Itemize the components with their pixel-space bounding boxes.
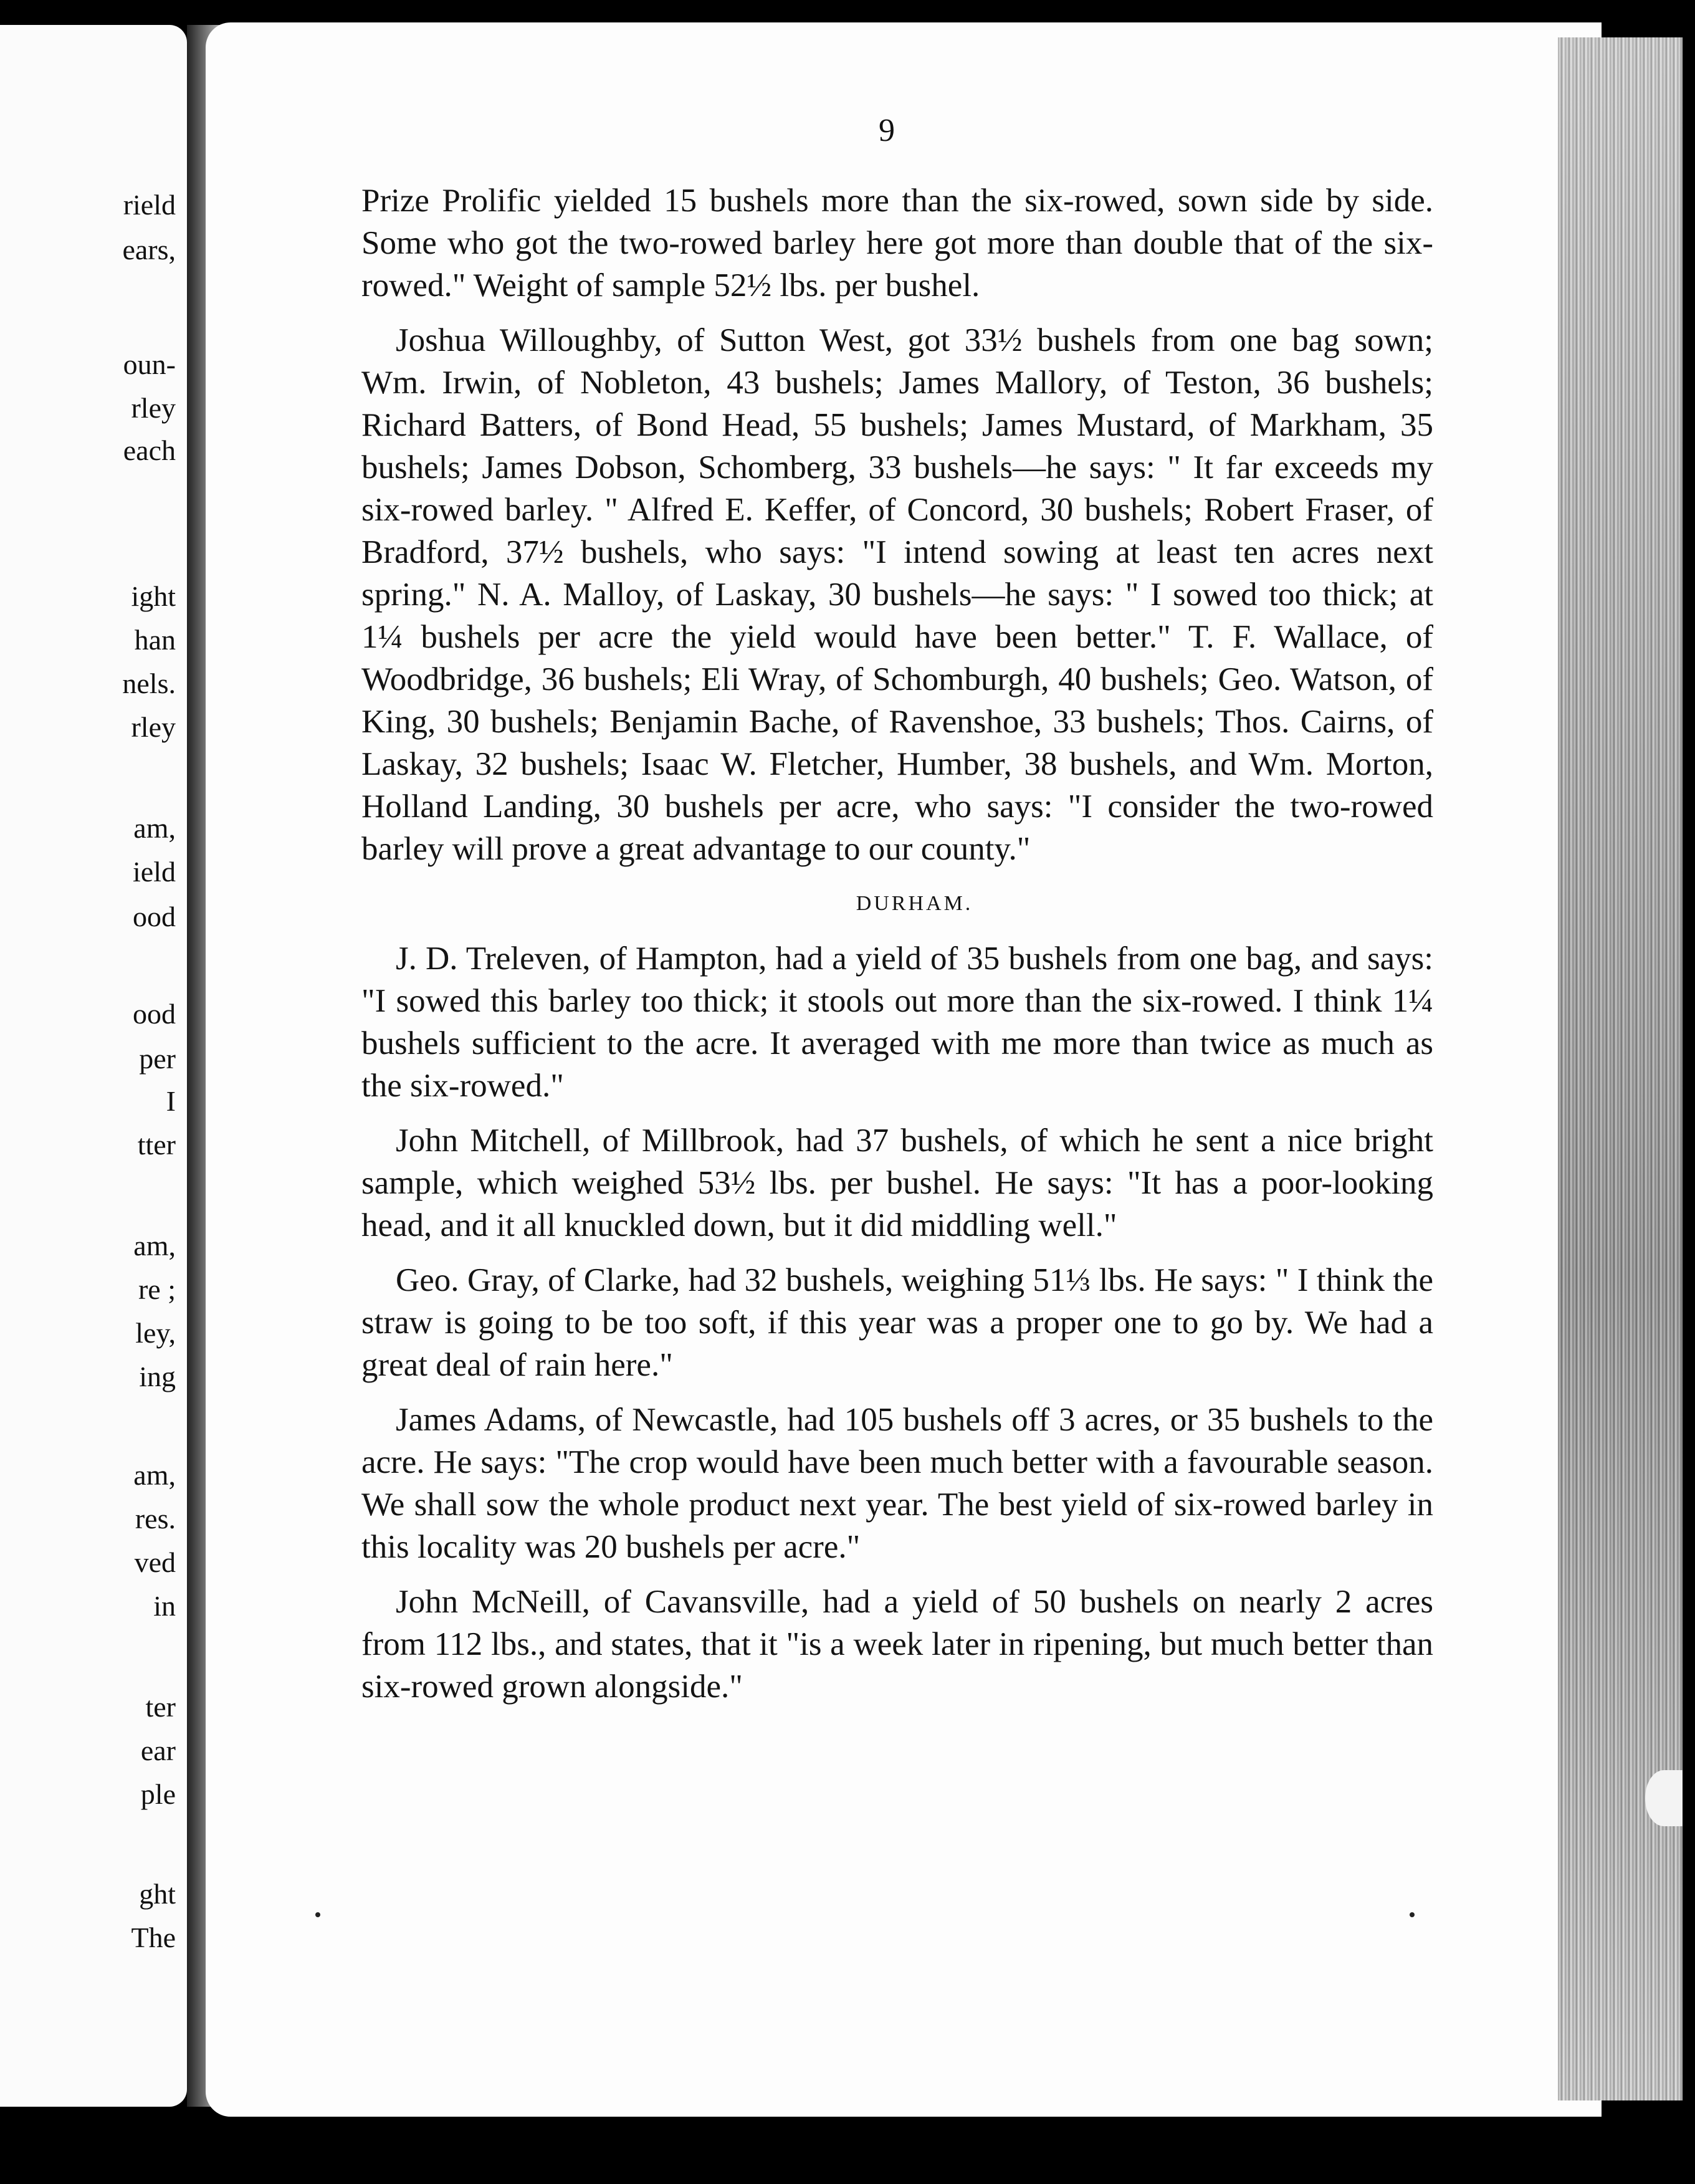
page-body <box>361 180 1433 1720</box>
left-fragment: oun- <box>123 348 176 380</box>
paragraph: John Mitchell, of Millbrook, had 37 bushels, of which he sent a nice bright sample, which weighed 53½ lbs. per bushel. He says: "It has a poor-looking head, and it all knuckled down, but it did middling well." <box>361 1123 1433 1243</box>
left-fragment: rield <box>123 189 176 221</box>
left-fragment: tter <box>137 1129 176 1161</box>
left-fragment: ear <box>140 1735 176 1766</box>
left-fragment: in <box>153 1590 176 1622</box>
margin-dot <box>315 1912 320 1917</box>
left-fragment: ears, <box>122 234 176 266</box>
margin-dot <box>1410 1912 1415 1917</box>
section-heading: DURHAM. <box>856 892 973 915</box>
left-fragment: each <box>123 434 176 466</box>
paragraph: Geo. Gray, of Clarke, had 32 bushels, weighing 51⅓ lbs. He says: " I think the straw is going to be too soft, if this year was a proper one to go by. We had a great deal of rain here." <box>361 1262 1433 1383</box>
left-fragment: ight <box>131 580 176 612</box>
paragraph: John McNeill, of Cavansville, had a yield of 50 bushels on nearly 2 acres from 112 lbs., and states, that it "is a week later in ripening, but much better than six-rowed grown alongside." <box>361 1584 1433 1705</box>
left-fragment: I <box>166 1085 176 1117</box>
left-fragment: am, <box>133 812 176 844</box>
left-fragment: ood <box>133 901 176 932</box>
page-tab-mark <box>1645 1770 1683 1826</box>
left-fragment: nels. <box>122 668 176 699</box>
left-fragment: ield <box>133 856 176 888</box>
paragraph: James Adams, of Newcastle, had 105 bushels off 3 acres, or 35 bushels to the acre. He says: "The crop would have been much better with a favourable season. We shall sow the whole product next year. The best yield of six-rowed barley in this locality was 20 bushels per acre." <box>361 1402 1433 1565</box>
left-fragment: ght <box>139 1878 176 1910</box>
left-fragment: re ; <box>138 1273 176 1305</box>
left-fragment: ood <box>133 998 176 1030</box>
left-fragment: ter <box>145 1691 176 1723</box>
paragraph: Joshua Willoughby, of Sutton West, got 33½ bushels from one bag sown; Wm. Irwin, of Nobleton, 43 bushels; James Mallory, of Teston, 36 bushels; Richard Batters, of Bond Head, 55 bushels; James Mustard, of Markham, 35 bushels; James Dobson, Schomberg, 33 bushels—he says: " It far exceeds my six-rowed barley. " Alfred E. Keffer, of Concord, 30 bushels; Robert Fraser, of Bradford, 37½ bushels, who says: "I intend sowing at least ten acres next spring." N. A. Malloy, of Laskay, 30 bushels—he says: " I sowed too thick; at 1¼ bushels per acre the yield would have been better." T. F. Wallace, of Woodbridge, 36 bushels; Eli Wray, of Schomburgh, 40 bushels; Geo. Watson, of King, 30 bushels; Benjamin Bache, of Ravenshoe, 33 bushels; Thos. Cairns, of Laskay, 32 bushels; Isaac W. Fletcher, Humber, 38 bushels, and Wm. Morton, Holland Landing, 30 bushels per acre, who says: "I consider the two-rowed barley will prove a great advantage to our county." <box>361 322 1433 867</box>
left-fragment: ved <box>134 1546 176 1578</box>
left-fragment: ley, <box>135 1317 176 1349</box>
left-fragment: The <box>131 1922 176 1953</box>
page-number: 9 <box>879 113 895 148</box>
left-fragment: am, <box>133 1230 176 1262</box>
left-fragment: rley <box>131 711 176 743</box>
left-fragment: per <box>139 1043 176 1075</box>
left-fragment: han <box>134 624 176 656</box>
left-fragment: res. <box>135 1503 176 1535</box>
paragraph: J. D. Treleven, of Hampton, had a yield of 35 bushels from one bag, and says: "I sowed this barley too thick; it stools out more than the six-rowed. I think 1¼ bushels sufficient to the acre. It averaged with me more than twice as much as the six-rowed." <box>361 941 1433 1104</box>
left-fragment: ple <box>140 1778 176 1810</box>
paragraph: Prize Prolific yielded 15 bushels more than the six-rowed, sown side by side. Some who got the two-rowed barley here got more than double that of the six-rowed." Weight of sample 52½ lbs. per bushel. <box>361 183 1433 304</box>
left-fragment: ing <box>139 1361 176 1392</box>
left-fragment: rley <box>131 392 176 424</box>
left-page-fragment <box>0 25 187 2107</box>
left-fragment: am, <box>133 1459 176 1491</box>
